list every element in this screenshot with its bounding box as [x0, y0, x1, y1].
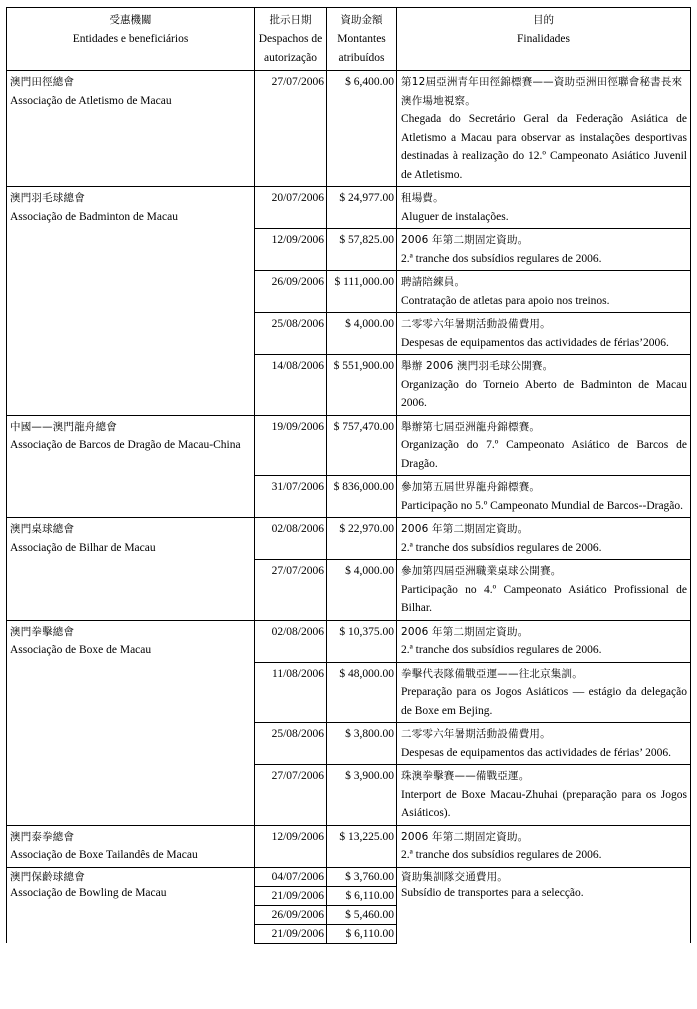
table-body [7, 71, 691, 944]
header-date-zh: 批示日期 [269, 14, 312, 26]
date-cell: 02/08/2006 [255, 620, 327, 662]
amount-cell: $ 13,225.00 [327, 825, 397, 867]
amount-cell: $ 3,800.00 [327, 723, 397, 765]
header-amount [327, 8, 397, 71]
subsidies-table [6, 7, 691, 944]
purpose-cell [397, 765, 691, 826]
purpose-zh: 聘請陪練員。 [401, 276, 466, 288]
purpose-cell [397, 415, 691, 476]
entity-cell [7, 620, 255, 825]
purpose-pt: Aluguer de instalações. [401, 210, 509, 223]
entity-name-pt: Associação de Bowling de Macau [10, 886, 167, 899]
date-cell: 26/09/2006 [255, 271, 327, 313]
purpose-cell [397, 518, 691, 560]
amount-cell: $ 57,825.00 [327, 229, 397, 271]
table-row [7, 415, 691, 476]
purpose-cell [397, 313, 691, 355]
entity-name-pt: Associação de Barcos de Dragão de Macau-China [10, 439, 241, 451]
purpose-zh: 2006 年第二期固定資助。 [401, 234, 529, 246]
date-cell: 19/09/2006 [255, 415, 327, 476]
amount-cell: $ 24,977.00 [327, 187, 397, 229]
entity-cell [7, 518, 255, 621]
amount-cell: $ 6,400.00 [327, 71, 397, 187]
purpose-zh: 2006 年第二期固定資助。 [401, 830, 529, 843]
amount-cell: $ 22,970.00 [327, 518, 397, 560]
date-cell: 12/09/2006 [255, 229, 327, 271]
purpose-cell [397, 187, 691, 229]
purpose-pt: 2.ª tranche dos subsídios regulares de 2006. [401, 541, 602, 554]
purpose-pt: 2.ª tranche dos subsídios regulares de 2006. [401, 849, 602, 861]
purpose-zh: 二零零六年暑期活動設備費用。 [401, 318, 551, 330]
purpose-pt: Subsídio de transportes para a selecção. [401, 886, 584, 899]
purpose-cell [397, 229, 691, 271]
date-cell: 14/08/2006 [255, 355, 327, 416]
date-cell: 21/09/2006 [255, 924, 327, 943]
amount-cell: $ 111,000.00 [327, 271, 397, 313]
amount-cell: $ 10,375.00 [327, 620, 397, 662]
purpose-zh: 拳擊代表隊備戰亞運——往北京集訓。 [401, 667, 583, 680]
date-cell: 31/07/2006 [255, 476, 327, 518]
date-cell: 25/08/2006 [255, 313, 327, 355]
entity-name-zh: 澳門羽毛球總會 [10, 192, 85, 204]
purpose-pt: 2.ª tranche dos subsídios regulares de 2006. [401, 644, 602, 656]
header-purpose [397, 8, 691, 71]
date-cell: 27/07/2006 [255, 71, 327, 187]
table-row [7, 518, 691, 560]
date-cell: 26/09/2006 [255, 905, 327, 924]
date-cell: 27/07/2006 [255, 765, 327, 826]
date-cell: 25/08/2006 [255, 723, 327, 765]
table-row [7, 825, 691, 867]
purpose-pt: Preparação para os Jogos Asiáticos — estágio da delegação de Boxe em Bejing. [401, 686, 687, 717]
purpose-zh: 資助集訓隊交通費用。 [401, 870, 508, 883]
purpose-pt: Contratação de atletas para apoio nos treinos. [401, 294, 610, 307]
date-cell: 11/08/2006 [255, 662, 327, 723]
purpose-cell [397, 620, 691, 662]
date-cell: 12/09/2006 [255, 825, 327, 867]
date-cell: 21/09/2006 [255, 886, 327, 905]
amount-cell: $ 757,470.00 [327, 415, 397, 476]
entity-cell [7, 415, 255, 518]
amount-cell: $ 3,760.00 [327, 867, 397, 886]
header-date [255, 8, 327, 71]
purpose-zh: 珠澳拳擊賽——備戰亞運。 [401, 770, 530, 782]
entity-cell [7, 825, 255, 867]
entity-name-zh: 澳門泰拳總會 [10, 830, 75, 843]
purpose-cell [397, 355, 691, 416]
entity-cell [7, 187, 255, 416]
entity-name-zh: 澳門桌球總會 [10, 523, 75, 535]
date-cell: 27/07/2006 [255, 560, 327, 621]
purpose-pt: Organização do Torneio Aberto de Badminton de Macau 2006. [401, 378, 687, 409]
purpose-cell [397, 560, 691, 621]
entity-name-pt: Associação de Boxe Tailandês de Macau [10, 849, 198, 861]
header-amount-pt2: atribuídos [338, 52, 385, 64]
entity-name-zh: 澳門保齡球總會 [10, 870, 85, 883]
entity-name-zh: 澳門田徑總會 [10, 76, 75, 88]
table-row [7, 620, 691, 662]
header-entities-pt: Entidades e beneficiários [72, 33, 189, 45]
purpose-pt: 2.ª tranche dos subsídios regulares de 2006. [401, 252, 602, 265]
purpose-zh: 2006 年第二期固定資助。 [401, 625, 529, 638]
purpose-zh: 參加第五屆世界龍舟錦標賽。 [401, 481, 541, 493]
amount-cell: $ 3,900.00 [327, 765, 397, 826]
table-header-row [7, 8, 691, 71]
entity-name-pt: Associação de Boxe de Macau [10, 644, 152, 656]
table-row [7, 867, 691, 886]
purpose-cell [397, 71, 691, 187]
amount-cell: $ 4,000.00 [327, 313, 397, 355]
header-purpose-pt: Finalidades [516, 33, 571, 45]
amount-cell: $ 5,460.00 [327, 905, 397, 924]
purpose-cell [397, 723, 691, 765]
purpose-pt: Participação no 5.º Campeonato Mundial de Barcos--Dragão. [401, 499, 684, 512]
entity-cell [7, 867, 255, 943]
date-cell: 04/07/2006 [255, 867, 327, 886]
entity-name-pt: Associação de Bilhar de Macau [10, 541, 156, 554]
purpose-zh: 舉辦 2006 澳門羽毛球公開賽。 [401, 360, 554, 372]
purpose-zh: 參加第四屆亞洲職業桌球公開賽。 [401, 565, 562, 577]
table-row [7, 71, 691, 187]
purpose-cell [397, 476, 691, 518]
entity-name-zh: 中國——澳門龍舟總會 [10, 420, 117, 433]
table-row [7, 187, 691, 229]
entity-name-pt: Associação de Atletismo de Macau [10, 94, 172, 107]
purpose-zh: 2006 年第二期固定資助。 [401, 523, 529, 535]
entity-name-zh: 澳門拳擊總會 [10, 625, 75, 638]
header-entities-zh: 受惠機關 [109, 14, 152, 26]
date-cell: 02/08/2006 [255, 518, 327, 560]
purpose-zh: 第12屆亞洲青年田徑錦標賽——資助亞洲田徑聯會秘書長來澳作場地視察。 [401, 76, 683, 107]
amount-cell: $ 6,110.00 [327, 886, 397, 905]
purpose-zh: 舉辦第七屆亞洲龍舟錦標賽。 [401, 420, 541, 433]
amount-cell: $ 551,900.00 [327, 355, 397, 416]
entity-name-pt: Associação de Badminton de Macau [10, 210, 178, 223]
purpose-pt: Despesas de equipamentos das actividades de férias’ 2006. [401, 746, 671, 759]
purpose-pt: Despesas de equipamentos das actividades de férias’2006. [401, 336, 669, 349]
entity-cell [7, 71, 255, 187]
purpose-cell [397, 867, 691, 943]
amount-cell: $ 836,000.00 [327, 476, 397, 518]
purpose-cell [397, 825, 691, 867]
purpose-pt: Participação no 4.º Campeonato Asiático Profissional de Bilhar. [401, 583, 687, 614]
header-entities [7, 8, 255, 71]
header-amount-zh: 資助金額 [340, 14, 383, 26]
purpose-zh: 二零零六年暑期活動設備費用。 [401, 728, 551, 740]
amount-cell: $ 4,000.00 [327, 560, 397, 621]
purpose-pt: Organização do 7.º Campeonato Asiático de Barcos de Dragão. [401, 439, 687, 470]
header-amount-pt1: Montantes [337, 33, 386, 45]
amount-cell: $ 6,110.00 [327, 924, 397, 943]
date-cell: 20/07/2006 [255, 187, 327, 229]
header-purpose-zh: 目的 [533, 14, 554, 26]
purpose-pt: Interport de Boxe Macau-Zhuhai (preparação para os Jogos Asiáticos). [401, 788, 687, 819]
amount-cell: $ 48,000.00 [327, 662, 397, 723]
header-date-pt2: autorização [264, 52, 317, 64]
purpose-cell [397, 271, 691, 313]
header-date-pt1: Despachos de [258, 33, 323, 45]
purpose-pt: Chegada do Secretário Geral da Federação Asiática de Atletismo a Macau para observar as instalações desportivas destinadas à realização do 12.º Campeonato Asiático Juvenil de Atletismo. [401, 113, 687, 181]
purpose-cell [397, 662, 691, 723]
purpose-zh: 租場費。 [401, 192, 444, 204]
